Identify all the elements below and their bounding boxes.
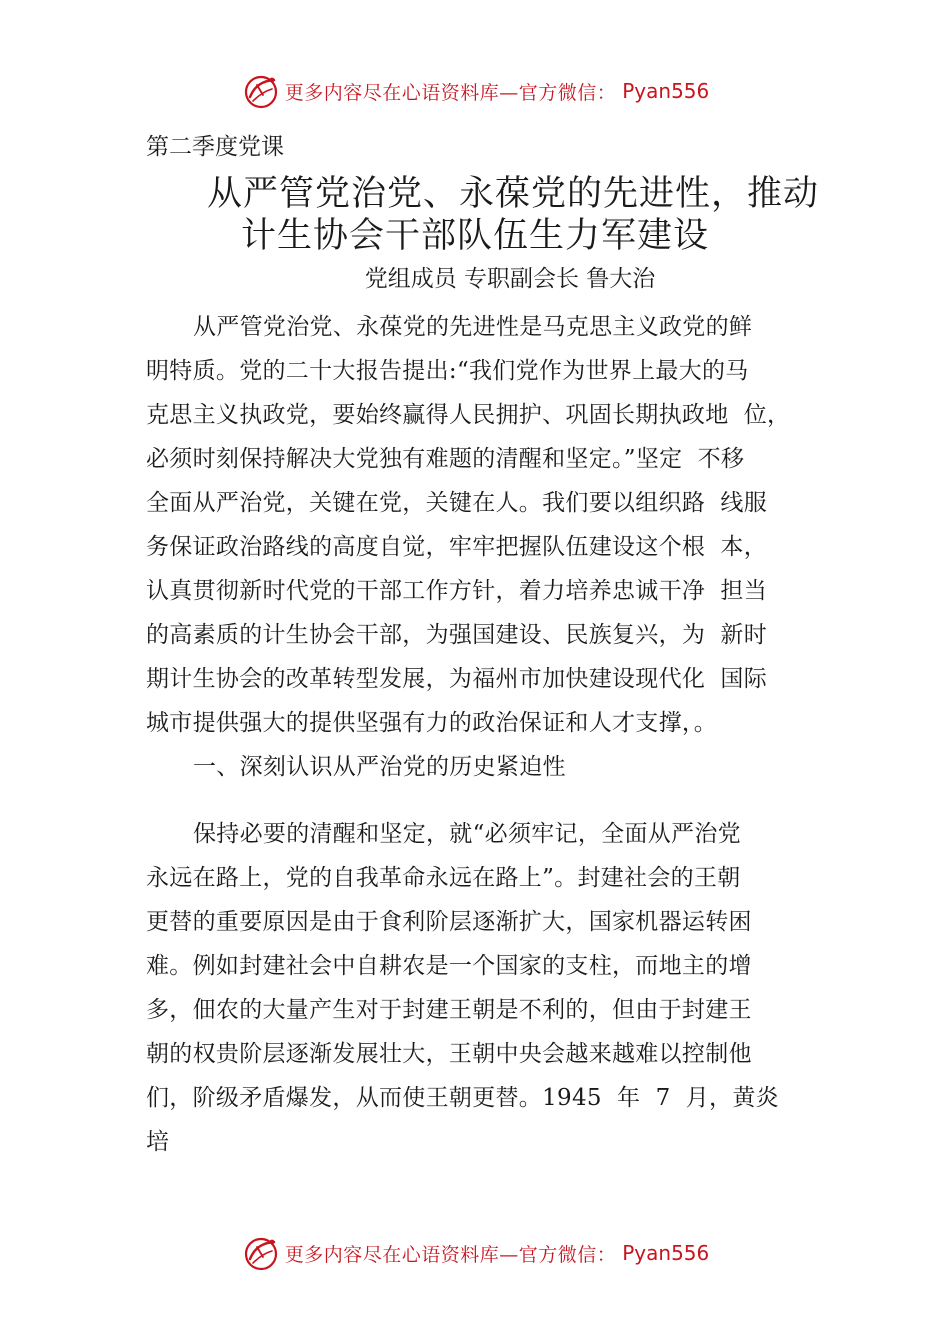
- paragraph-1-line: 的高素质的计生协会干部，为强国建设、民族复兴，为 新时: [146, 622, 768, 648]
- paragraph-1-line: 必须时刻保持解决大党独有难题的清醒和坚定。”坚定 不移: [146, 446, 745, 472]
- paragraph-2-line: 们，阶级矛盾爆发，从而使王朝更替。1945 年 7 月，黄炎: [146, 1085, 779, 1111]
- paragraph-2-line: 难。例如封建社会中自耕农是一个国家的支柱，而地主的增: [146, 953, 752, 979]
- paragraph-2-line: 更替的重要原因是由于食利阶层逐渐扩大，国家机器运转困: [146, 909, 752, 935]
- banner-text: 更多内容尽在心语资料库—官方微信：: [284, 1243, 617, 1266]
- paragraph-1-line: 从严管党治党、永葆党的先进性是马克思主义政党的鲜: [193, 314, 753, 340]
- document-title-line-1: 从严管党治党、永葆党的先进性，推动: [206, 174, 819, 214]
- paragraph-2-line: 朝的权贵阶层逐渐发展壮大，王朝中央会越来越难以控制他: [146, 1041, 752, 1067]
- header-banner: [0, 68, 950, 114]
- banner-text: 更多内容尽在心语资料库—官方微信：: [284, 81, 617, 104]
- document-title-line-2: 计生协会干部队伍生力军建设: [240, 216, 709, 256]
- paragraph-2-line: 培: [146, 1129, 170, 1155]
- banner-wechat-id: Pyan556: [622, 79, 710, 103]
- paragraph-1-line: 务保证政治路线的高度自觉，牢牢把握队伍建设这个根 本，: [146, 534, 768, 560]
- paragraph-2-line: 永远在路上，党的自我革命永远在路上”。封建社会的王朝: [146, 865, 741, 891]
- footer-banner: [0, 1230, 950, 1276]
- paragraph-1-line: 城市提供强大的提供坚强有力的政治保证和人才支撑，。: [146, 710, 717, 736]
- paragraph-1-line: 期计生协会的改革转型发展，为福州市加快建设现代化 国际: [146, 666, 768, 692]
- banner-wechat-id: Pyan556: [622, 1241, 710, 1265]
- logo-icon: [241, 1233, 281, 1273]
- section-heading: 一、深刻认识从严治党的历史紧迫性: [193, 754, 566, 780]
- course-label: 第二季度党课: [146, 134, 284, 160]
- logo-icon: [241, 71, 281, 111]
- paragraph-2-line: 保持必要的清醒和坚定，就“必须牢记，全面从严治党: [193, 821, 741, 847]
- document-author: 党组成员 专职副会长 鲁大治: [364, 266, 656, 292]
- paragraph-1-line: 明特质。党的二十大报告提出:“我们党作为世界上最大的马: [146, 358, 749, 384]
- paragraph-2-line: 多，佃农的大量产生对于封建王朝是不利的，但由于封建王: [146, 997, 752, 1023]
- paragraph-1-line: 克思主义执政党，要始终赢得人民拥护、巩固长期执政地 位，: [146, 402, 791, 428]
- paragraph-1-line: 全面从严治党，关键在党，关键在人。我们要以组织路 线服: [146, 490, 768, 516]
- paragraph-1-line: 认真贯彻新时代党的干部工作方针，着力培养忠诚干净 担当: [146, 578, 768, 604]
